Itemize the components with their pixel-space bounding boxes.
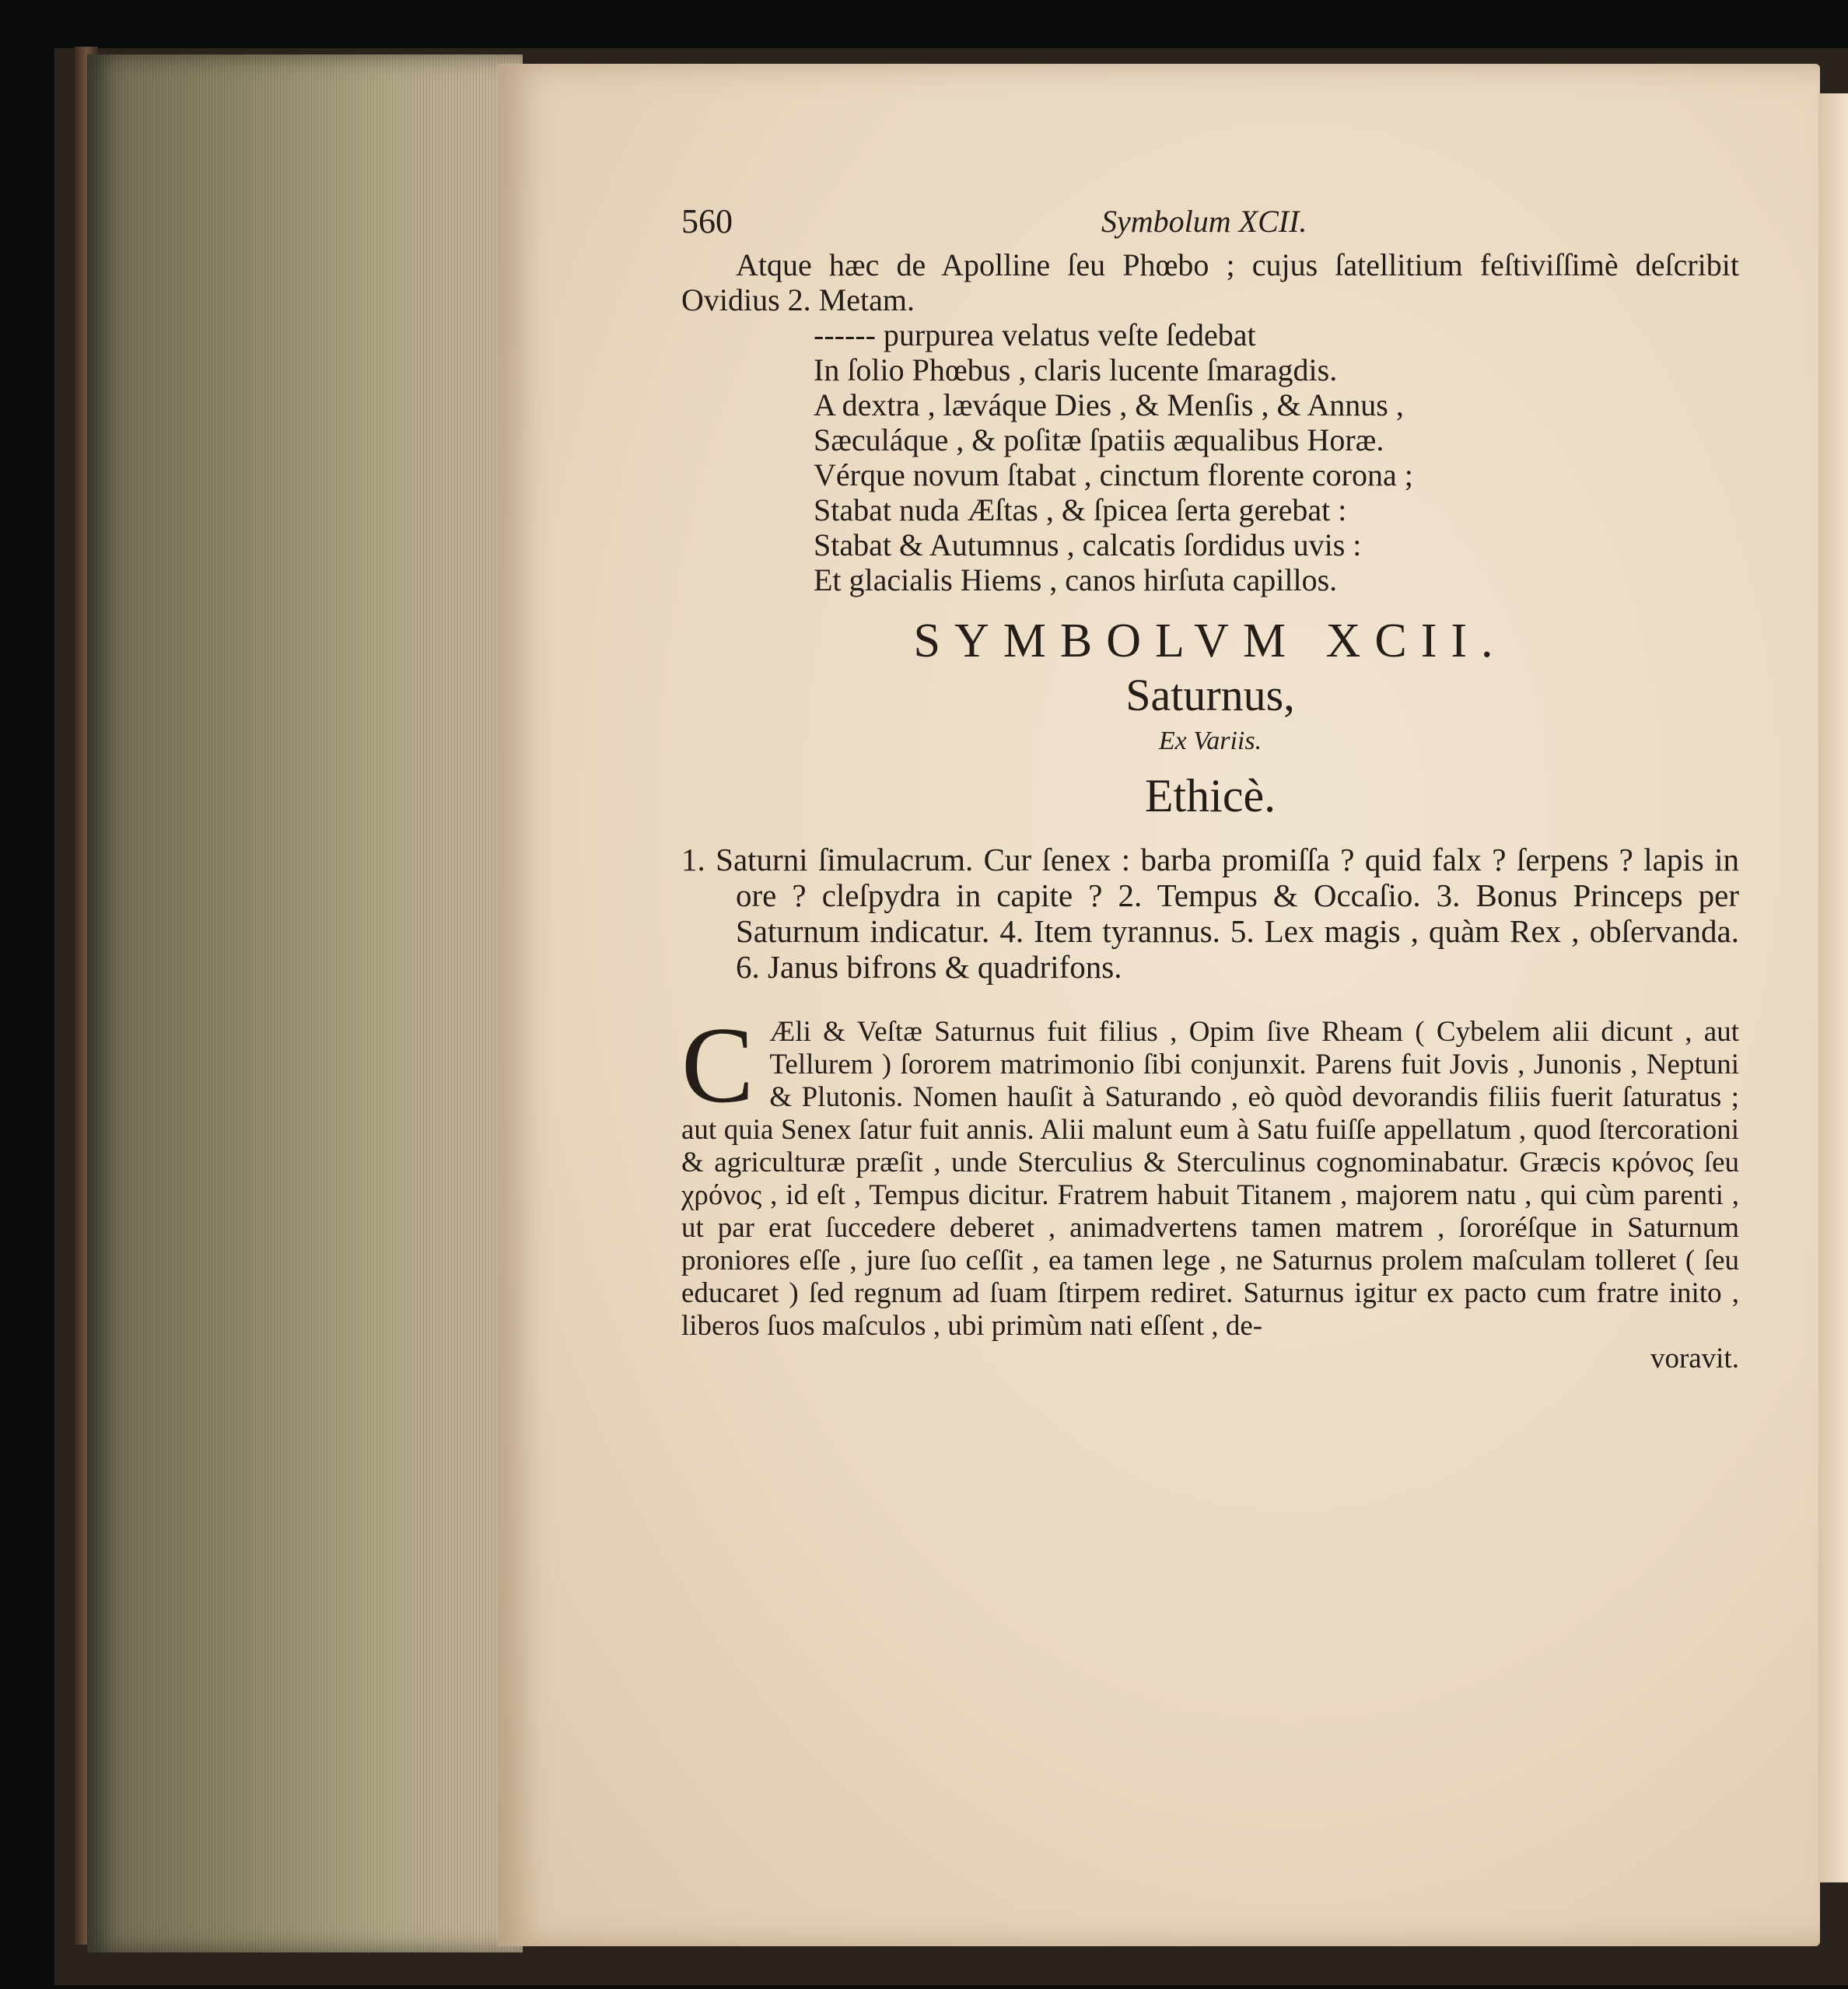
verse-line: Sæculáque , & poſitæ ſpatiis æqualibus Horæ. — [814, 422, 1384, 457]
verse-line: Vérque novum ſtabat , cinctum florente corona ; — [814, 457, 1413, 492]
verse-line: ------ purpurea velatus veſte ſedebat — [814, 317, 1256, 352]
drop-cap: C — [681, 1005, 754, 1126]
running-head — [681, 204, 1739, 243]
section-heading: Ethicè. — [1144, 770, 1276, 821]
verse-line: Stabat nuda Æſtas , & ſpicea ſerta gerebat : — [814, 492, 1347, 527]
verse-quotation — [814, 317, 1739, 597]
intro-paragraph: Atque hæc de Apolline ſeu Phœbo ; cujus ſatellitium feſtiviſſimè deſcribit Ovidius 2. Metam. — [681, 247, 1739, 317]
verse-line: Stabat & Autumnus , calcatis ſordidus uvis : — [814, 527, 1362, 562]
page-text — [681, 204, 1739, 1375]
subject-heading: Saturnus, — [1125, 670, 1295, 720]
verse-line: Et glacialis Hiems , canos hirſuta capillos. — [814, 562, 1338, 597]
body-paragraph: Æli & Veſtæ Saturnus fuit filius , Opim ſive Rheam ( Cybelem alii dicunt , aut Tellurem ) ſororem matrimonio ſibi conjunxit. Parens fuit Jovis , Junonis , Neptuni & Plutonis. Nomen hauſit à Saturando , eò quòd devorandis filiis fuerit ſaturatus ; aut quia Senex ſatur fuit annis. Alii malunt eum à Satu fuiſſe appellatum , quod ſtercorationi & agriculturæ præſit , unde Sterculius & Sterculinus cognominabatur. Græcis κρόνος ſeu χρόνος , id eſt , Tempus dicitur. Fratrem habuit Titanem , majorem natu , qui cùm parenti , ut par erat ſuccedere deberet , animadvertens tamen matrem , ſororéſque in Saturnum proniores eſſe , jure ſuo ceſſit , ea tamen lege , ne Saturnus prolem maſculam tolleret ( ſeu educaret ) ſed regnum ad ſuam ſtirpem rediret. Saturnus igitur ex pacto cum fratre inito , liberos ſuos maſculos , ubi primùm nati eſſent , de- — [681, 1016, 1739, 1342]
verse-line: In ſolio Phœbus , claris lucente ſmaragdis. — [814, 352, 1338, 387]
facing-page-edge — [1818, 93, 1848, 1882]
verse-line: A dextra , læváque Dies , & Menſis , & Annus , — [814, 387, 1404, 422]
source-line: Ex Variis. — [1158, 727, 1262, 755]
closing-word: voravit. — [1650, 1343, 1739, 1374]
chapter-summary: 1. Saturni ſimulacrum. Cur ſenex : barba promiſſa ? quid falx ? ſerpens ? lapis in ore ? cleſpydra in capite ? 2. Tempus & Occaſio. 3. Bonus Princeps per Saturnum indicatur. 4. Item tyrannus. 5. Lex magis , quàm Rex , obſervanda. 6. Janus bifrons & quadrifons. — [681, 842, 1739, 985]
page-block-edge — [87, 54, 523, 1952]
page-number: 560 — [681, 202, 733, 240]
symbol-heading: SYMBOLVM XCII. — [913, 615, 1507, 667]
running-title: Symbolum XCII. — [1101, 204, 1307, 239]
body-text — [681, 1005, 1739, 1375]
